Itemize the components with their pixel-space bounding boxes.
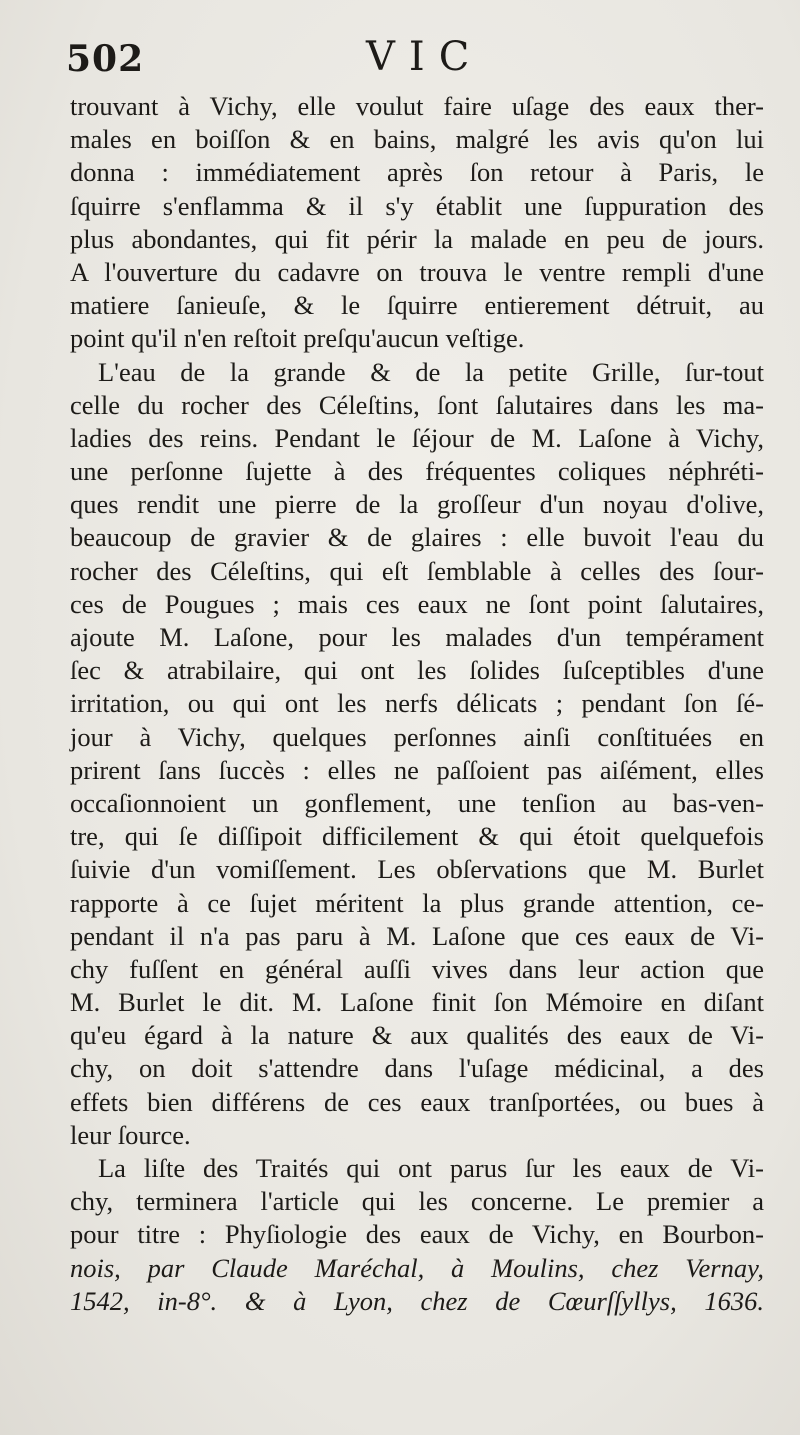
text-line: ajoute M. Laſone, pour les malades d'un tempérament: [70, 622, 764, 652]
text-line-italic: 1542, in-8°. & à Lyon, chez de Cœurſſyllys, 1636.: [70, 1285, 764, 1316]
text-line: males en boiſſon & en bains, malgré les avis qu'on lui: [70, 124, 764, 155]
text-line: ques rendit une pierre de la groſſeur d'un noyau d'olive,: [70, 489, 764, 520]
text-line: matiere ſanieuſe, & le ſquirre entierement détruit, au: [70, 290, 764, 321]
text-line: effets bien différens de ces eaux tranſportées, ou bues à: [70, 1086, 764, 1117]
text-line: chy, terminera l'article qui les concerne. Le premier a: [70, 1186, 764, 1217]
text-line: ladies des reins. Pendant le ſéjour de M. Laſone à Vichy,: [70, 422, 764, 453]
text-line: ſuivie d'un vomiſſement. Les obſervations que M. Burlet: [70, 854, 764, 885]
text-line: tre, qui ſe diſſipoit difficilement & qui étoit quelquefois: [70, 821, 764, 852]
text-line: M. Burlet le dit. M. Laſone finit ſon Mémoire en diſant: [70, 987, 764, 1018]
text-line: trouvant à Vichy, elle voulut faire uſage des eaux ther-: [70, 91, 764, 121]
text-line: pour titre : Phyſiologie des eaux de Vichy, en Bourbon-: [70, 1219, 764, 1250]
text-line: chy, on doit s'attendre dans l'uſage médicinal, a des: [70, 1053, 764, 1084]
paragraph-end-line: point qu'il n'en reſtoit preſqu'aucun veſtige.: [70, 323, 525, 354]
text-line: pendant il n'a pas paru à M. Laſone que ces eaux de Vi-: [70, 920, 764, 951]
text-line: A l'ouverture du cadavre on trouva le ventre rempli d'une: [70, 256, 764, 287]
page-header: [66, 30, 766, 90]
text-line: qu'eu égard à la nature & aux qualités des eaux de Vi-: [70, 1020, 764, 1051]
text-line: rocher des Céleſtins, qui eſt ſemblable à celles des ſour-: [70, 555, 764, 586]
text-line: rapporte à ce ſujet méritent la plus grande attention, ce-: [70, 887, 764, 918]
text-line: ſec & atrabilaire, qui ont les ſolides ſuſceptibles d'une: [70, 655, 764, 686]
running-head: VIC: [366, 34, 484, 80]
text-line: occaſionnoient un gonflement, une tenſion au bas-ven-: [70, 787, 764, 818]
text-line: donna : immédiatement après ſon retour à Paris, le: [70, 157, 764, 188]
text-line: beaucoup de gravier & de glaires : elle buvoit l'eau du: [70, 522, 764, 553]
paragraph-start-line: L'eau de la grande & de la petite Grille, ſur-tout: [98, 356, 764, 387]
text-line: irritation, ou qui ont les nerfs délicats ; pendant ſon ſé-: [70, 688, 764, 719]
text-line: prirent ſans ſuccès : elles ne paſſoient pas aiſément, elles: [70, 754, 764, 785]
paragraph-start-line: La liſte des Traités qui ont parus ſur les eaux de Vi-: [98, 1153, 764, 1183]
text-line: plus abondantes, qui fit périr la malade en peu de jours.: [70, 223, 764, 254]
body-text: [70, 90, 764, 1318]
text-line: ces de Pougues ; mais ces eaux ne ſont point ſalutaires,: [70, 588, 764, 619]
text-line: une perſonne ſujette à des fréquentes coliques néphréti-: [70, 456, 764, 487]
text-line-italic: nois, par Claude Maréchal, à Moulins, chez Vernay,: [70, 1252, 764, 1283]
text-line: celle du rocher des Céleſtins, ſont ſalutaires dans les ma-: [70, 389, 764, 420]
text-line: jour à Vichy, quelques perſonnes ainſi conſtituées en: [70, 721, 764, 752]
text-line: chy fuſſent en général auſſi vives dans leur action que: [70, 953, 764, 984]
text-line: ſquirre s'enflamma & il s'y établit une ſuppuration des: [70, 190, 764, 221]
paragraph-end-line: leur ſource.: [70, 1119, 191, 1150]
page-number: 502: [66, 38, 145, 80]
